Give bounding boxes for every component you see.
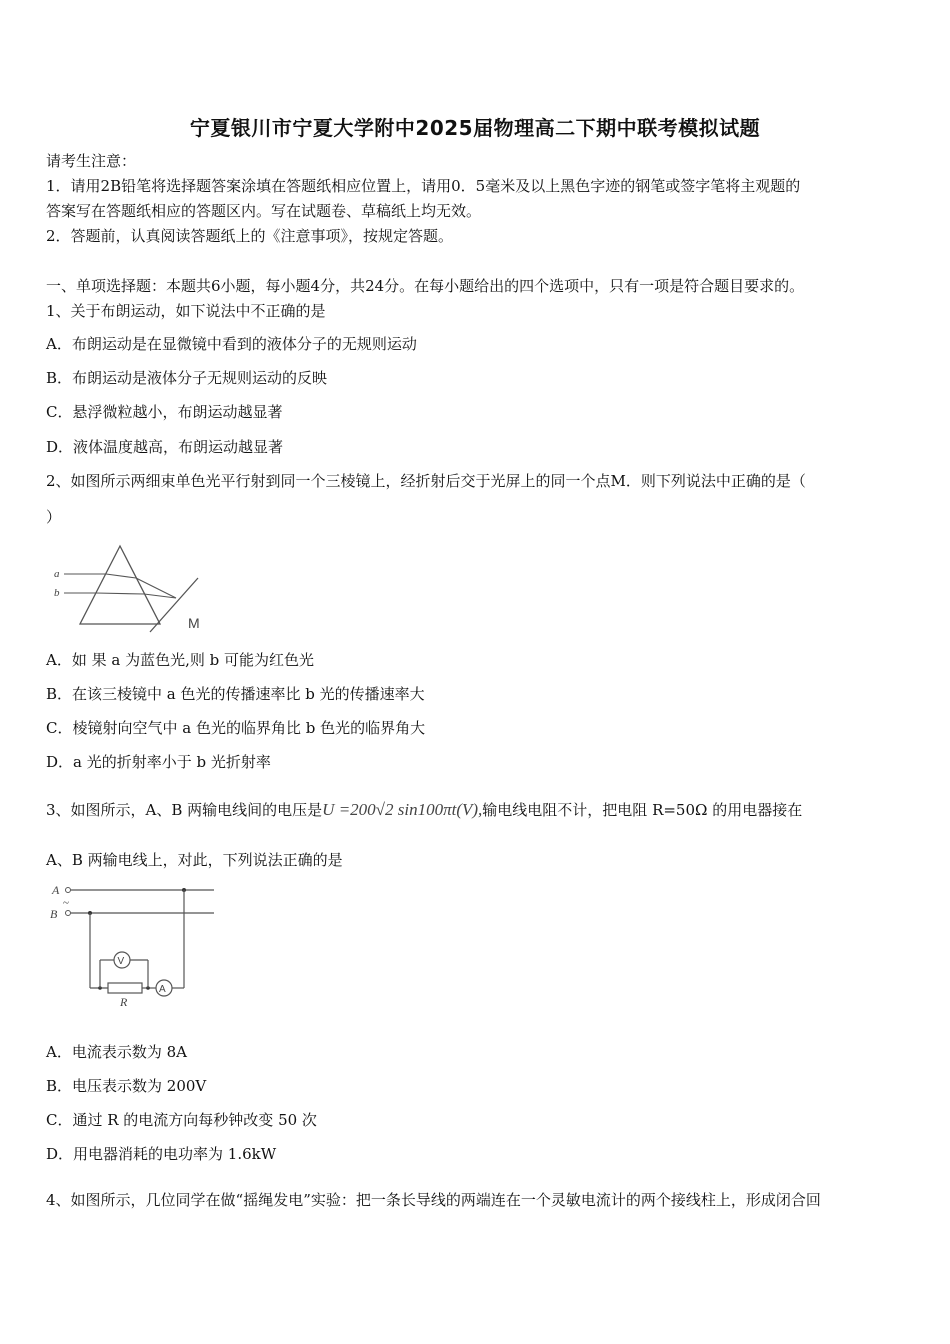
terminal-a [66, 888, 71, 893]
q3-option-d: D．用电器消耗的电功率为 1.6kW [46, 1145, 277, 1163]
q1-option-c: C．悬浮微粒越小，布朗运动越显著 [46, 403, 283, 421]
circuit-figure [44, 878, 224, 1008]
q3-stem-line-2: A、B 两输电线上，对此，下列说法正确的是 [46, 851, 343, 869]
section-heading: 一、单项选择题：本题共6小题，每小题4分，共24分。在每小题给出的四个选项中，只有一项是符合题目要求的。 [46, 277, 805, 295]
q3-option-c: C．通过 R 的电流方向每秒钟改变 50 次 [46, 1111, 317, 1129]
terminal-a-label: A [52, 883, 60, 897]
q1-option-d: D．液体温度越高，布朗运动越显著 [46, 438, 284, 456]
notice-line-3: 2．答题前，认真阅读答题纸上的《注意事项》，按规定答题。 [46, 227, 454, 245]
notice-heading: 请考生注意： [46, 152, 137, 170]
prism-figure [50, 540, 220, 635]
q2-option-a: A．如 果 a 为蓝色光,则 b 可能为红色光 [46, 651, 314, 669]
ray-a-label: a [54, 568, 60, 580]
resistor-label: R [120, 995, 128, 1008]
terminal-b-label: B [50, 907, 58, 921]
ray-b-inside [96, 593, 144, 594]
notice-line-1: 1．请用2B铅笔将选择题答案涂填在答题纸相应位置上，请用0．5毫米及以上黑色字迹的钢笔或签字笔将主观题的 [46, 177, 801, 195]
q2-stem-line-1: 2、如图所示两细束单色光平行射到同一个三棱镜上，经折射后交于光屏上的同一个点M．则下列说法中正确的是（ [46, 472, 806, 490]
q1-stem: 1、关于布朗运动，如下说法中不正确的是 [46, 302, 326, 320]
page-title: 宁夏银川市宁夏大学附中2025届物理高二下期中联考模拟试题 [189, 116, 761, 140]
voltmeter-label: V [117, 956, 125, 967]
ac-symbol: ~ [63, 897, 69, 909]
q3-stem-line-1 [46, 800, 802, 820]
ray-b-label: b [54, 587, 60, 599]
ammeter-label: A [159, 984, 166, 995]
q3-option-a: A．电流表示数为 8A [46, 1043, 187, 1061]
prism-triangle [80, 546, 160, 624]
resistor-r [108, 983, 142, 993]
terminal-b [66, 911, 71, 916]
q2-option-c: C．棱镜射向空气中 a 色光的临界角比 b 色光的临界角大 [46, 719, 426, 737]
point-m-label: M [188, 615, 200, 631]
q2-option-b: B．在该三棱镜中 a 色光的传播速率比 b 光的传播速率大 [46, 685, 425, 703]
q3-voltage-formula: U =200√2 sin100πt(V), [322, 800, 483, 819]
q3-stem-post: 输电线电阻不计，把电阻 R=50Ω 的用电器接在 [482, 801, 803, 819]
ray-a-inside [106, 574, 136, 578]
notice-line-2: 答案写在答题纸相应的答题区内。写在试题卷、草稿纸上均无效。 [46, 202, 482, 220]
q3-option-b: B．电压表示数为 200V [46, 1077, 207, 1095]
q1-option-b: B．布朗运动是液体分子无规则运动的反映 [46, 369, 328, 387]
q1-option-a: A．布朗运动是在显微镜中看到的液体分子的无规则运动 [46, 335, 417, 353]
q4-stem: 4、如图所示，几位同学在做“摇绳发电”实验：把一条长导线的两端连在一个灵敏电流计的两个接线柱上，形成闭合回 [46, 1191, 821, 1209]
q2-option-d: D．a 光的折射率小于 b 光折射率 [46, 753, 271, 771]
q2-stem-line-2: ） [46, 508, 62, 526]
q3-stem-pre: 3、如图所示，A、B 两输电线间的电压是 [46, 801, 323, 819]
